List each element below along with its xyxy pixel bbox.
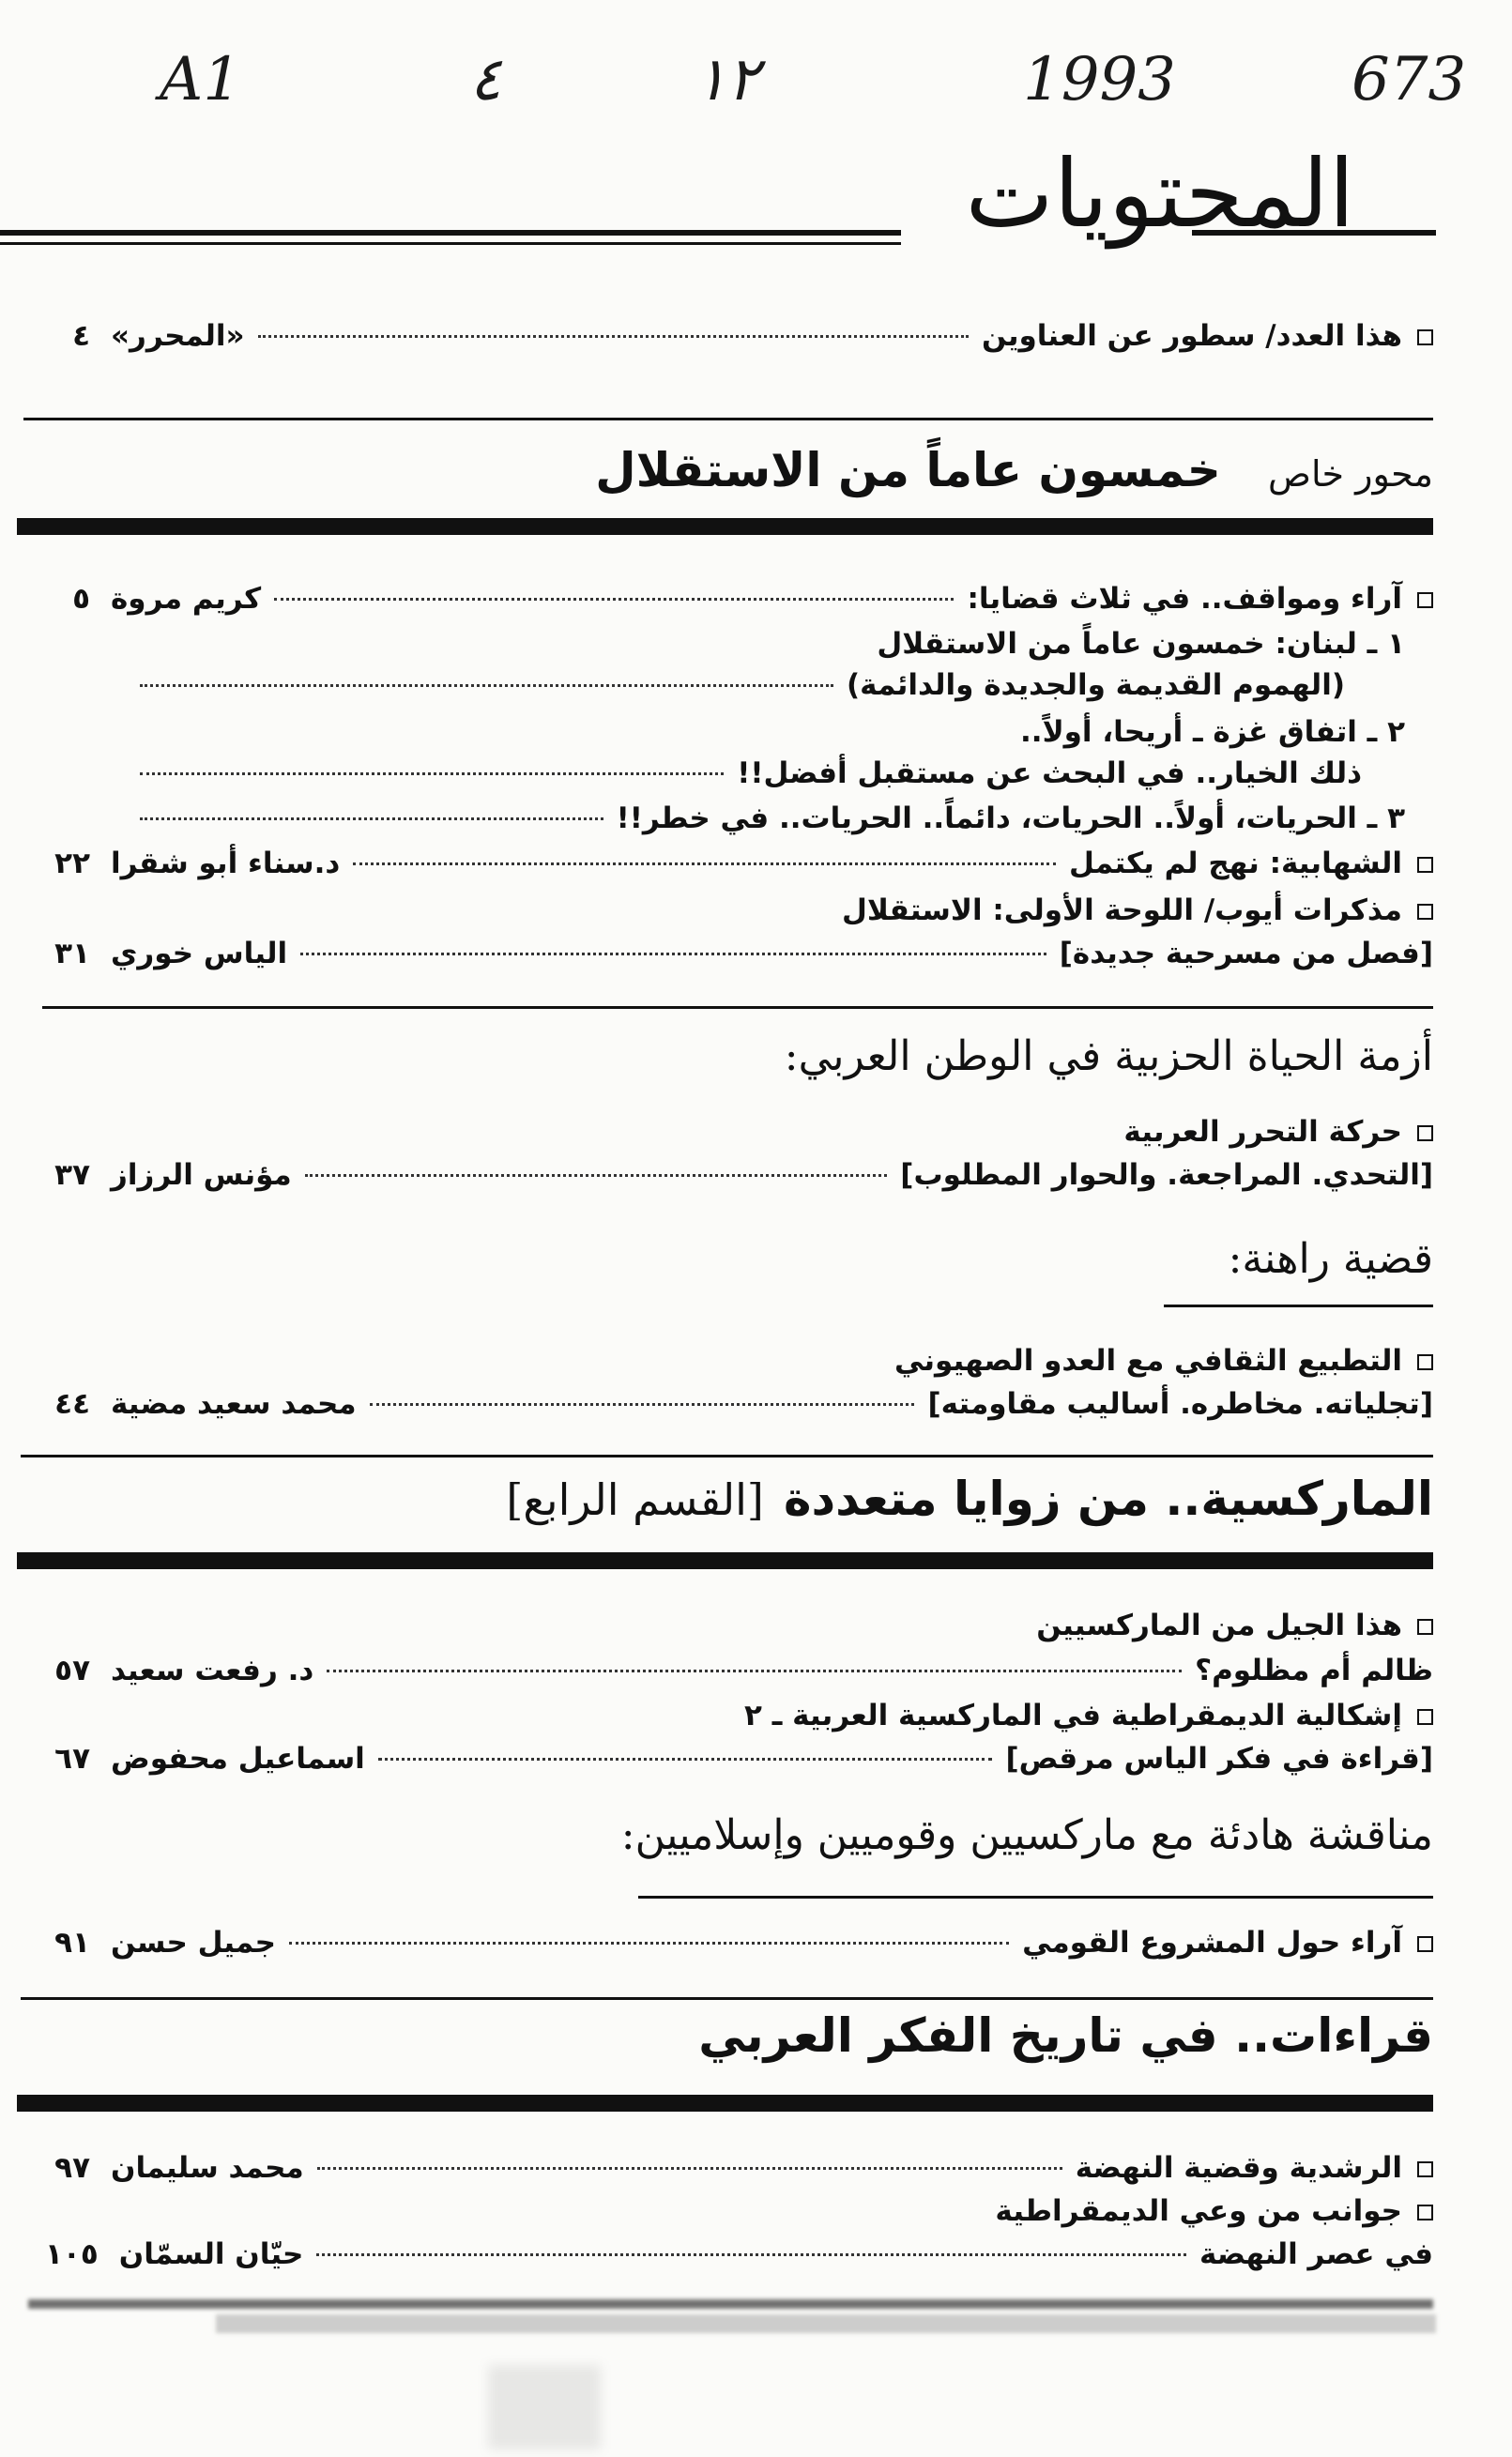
dot-leader (353, 862, 1056, 865)
checkbox-icon (1417, 2205, 1433, 2220)
dot-leader (370, 1403, 915, 1406)
toc-item-cont (45, 1387, 1433, 1421)
toc-item-cont (45, 2237, 1433, 2271)
toc-item-page: ٤٤ (54, 1387, 90, 1421)
section-title: الماركسية.. من زوايا متعددة (783, 1472, 1433, 1526)
toc-item-title: الرشدية وقضية النهضة (1075, 2151, 1402, 2185)
dot-leader (378, 1758, 993, 1761)
checkbox-icon (1417, 592, 1433, 608)
toc-item-subtitle: ظالم أم مظلوم؟ (1195, 1654, 1433, 1687)
scan-noise (488, 2365, 601, 2449)
dot-leader (316, 2253, 1186, 2256)
title-rule-left (0, 230, 901, 236)
handwritten-id: 673 (1352, 45, 1467, 114)
toc-item-author: جميل حسن (111, 1926, 277, 1960)
toc-item-editorial[interactable] (45, 319, 1433, 353)
toc-item-title: التطبيع الثقافي مع العدو الصهيوني (894, 1344, 1402, 1378)
divider (42, 1006, 1433, 1009)
section-title: خمسون عاماً من الاستقلال (595, 443, 1221, 497)
toc-item-title: حركة التحرر العربية (1123, 1115, 1402, 1149)
dot-leader (274, 598, 954, 601)
section-label: محور خاص (1268, 453, 1433, 495)
toc-item-page: ٤ (72, 319, 90, 353)
toc-item[interactable] (45, 1115, 1433, 1149)
toc-item-author: «المحرر» (111, 319, 245, 353)
toc-subitem-title: ٣ ـ الحريات، أولاً.. الحريات، دائماً.. الحريات.. في خطر!! (616, 801, 1405, 835)
toc-item-author: كريم مروة (111, 582, 262, 616)
toc-subitem-row (127, 801, 1405, 835)
toc-item-subtitle: [تجلياته. مخاطره. أساليب مقاومته] (927, 1387, 1433, 1421)
toc-item-author: حيّان السمّان (118, 2237, 304, 2271)
toc-item-page: ٩١ (54, 1926, 90, 1960)
handwritten-volume: ٤ (469, 45, 502, 114)
page-title: المحتويات (965, 139, 1355, 249)
toc-item-page: ٥٧ (54, 1654, 90, 1687)
checkbox-icon (1417, 1354, 1433, 1370)
toc-item-title: آراء ومواقف.. في ثلاث قضايا: (967, 582, 1402, 616)
checkbox-icon (1417, 329, 1433, 345)
toc-subitem-title: ذلك الخيار.. في البحث عن مستقبل أفضل!! (737, 756, 1362, 790)
divider (638, 1896, 1433, 1899)
divider (21, 1455, 1433, 1457)
checkbox-icon (1417, 904, 1433, 920)
toc-item[interactable] (45, 1609, 1433, 1642)
title-rule-left-2 (0, 242, 901, 245)
dot-leader (289, 1942, 1009, 1945)
toc-item[interactable] (45, 582, 1433, 616)
checkbox-icon (1417, 1936, 1433, 1952)
toc-item-page: ٣١ (54, 937, 90, 970)
checkbox-icon (1417, 1619, 1433, 1635)
section-rule-thick (17, 1552, 1433, 1569)
handwritten-year: 1993 (1023, 45, 1176, 114)
dot-leader (140, 772, 724, 775)
bottom-rule-scan (28, 2299, 1433, 2309)
toc-item-page: ٢٢ (54, 847, 90, 880)
section-heading: قضية راهنة: (1228, 1235, 1433, 1283)
toc-item-page: ١٠٥ (45, 2237, 99, 2271)
toc-item-page: ٦٧ (54, 1742, 90, 1776)
toc-item-cont (45, 1158, 1433, 1192)
section-heading: أزمة الحياة الحزبية في الوطن العربي: (784, 1032, 1433, 1080)
toc-item-cont (45, 937, 1433, 970)
toc-subitem-row (127, 756, 1362, 790)
toc-item[interactable] (45, 847, 1433, 880)
toc-item[interactable] (45, 1344, 1433, 1378)
handwritten-number: ١٢ (695, 45, 759, 114)
toc-item-page: ٩٧ (54, 2151, 90, 2185)
section-marxism-heading (506, 1472, 1433, 1526)
scan-noise (216, 2314, 1436, 2333)
checkbox-icon (1417, 1709, 1433, 1725)
toc-item-author: اسماعيل محفوض (111, 1742, 365, 1776)
dot-leader (140, 684, 833, 687)
toc-item-author: محمد سعيد مضية (111, 1387, 357, 1421)
toc-item[interactable] (45, 893, 1433, 927)
toc-item-page: ٣٧ (54, 1158, 90, 1192)
checkbox-icon (1417, 857, 1433, 873)
dot-leader (327, 1670, 1182, 1672)
checkbox-icon (1417, 1125, 1433, 1141)
toc-item[interactable] (45, 1699, 1433, 1732)
toc-item-title: جوانب من وعي الديمقراطية (995, 2194, 1402, 2228)
divider (23, 418, 1433, 420)
toc-item-subtitle: [التحدي. المراجعة. والحوار المطلوب] (900, 1158, 1433, 1192)
toc-subitem-row (127, 668, 1345, 702)
toc-subitem: ١ ـ لبنان: خمسون عاماً من الاستقلال (877, 627, 1405, 661)
toc-item-title: مذكرات أيوب/ اللوحة الأولى: الاستقلال (841, 893, 1402, 927)
toc-item-author: مؤنس الرزاز (111, 1158, 292, 1192)
section-special-heading (595, 443, 1433, 497)
toc-subitem: ٢ ـ اتفاق غزة ـ أريحا، أولاً.. (1020, 715, 1405, 749)
dot-leader (317, 2167, 1062, 2170)
section-rule-thick (17, 2095, 1433, 2112)
toc-item[interactable] (45, 2194, 1433, 2228)
toc-item-author: د.سناء أبو شقرا (111, 847, 341, 880)
toc-item-subtitle: في عصر النهضة (1199, 2237, 1433, 2271)
dot-leader (140, 817, 603, 820)
toc-item-author: الياس خوري (111, 937, 288, 970)
toc-item-page: ٥ (72, 582, 90, 616)
section-suffix: [القسم الرابع] (506, 1474, 764, 1525)
section-rule-thick (17, 518, 1433, 535)
divider (1164, 1305, 1433, 1307)
toc-item-title: إشكالية الديمقراطية في الماركسية العربية ـ ٢ (744, 1699, 1402, 1732)
section-heading: قراءات.. في تاريخ الفكر العربي (698, 2008, 1433, 2063)
toc-item-subtitle: [قراءة في فكر الياس مرقص] (1005, 1742, 1433, 1776)
toc-item-title: هذا العدد/ سطور عن العناوين (981, 319, 1402, 353)
toc-subitem-title: (الهموم القديمة والجديدة والدائمة) (846, 668, 1345, 702)
toc-item-title: هذا الجيل من الماركسيين (1036, 1609, 1402, 1642)
checkbox-icon (1417, 2161, 1433, 2177)
toc-item-cont (45, 1654, 1433, 1687)
toc-item-cont (45, 1742, 1433, 1776)
dot-leader (305, 1174, 888, 1177)
dot-leader (300, 953, 1046, 955)
toc-item-author: د. رفعت سعيد (111, 1654, 314, 1687)
divider (21, 1997, 1433, 2000)
section-heading: مناقشة هادئة مع ماركسيين وقوميين وإسلاميين: (620, 1811, 1433, 1859)
toc-item-subtitle: [فصل من مسرحية جديدة] (1059, 937, 1433, 970)
toc-item[interactable] (45, 1926, 1433, 1960)
toc-item-title: آراء حول المشروع القومي (1022, 1926, 1402, 1960)
toc-item-title: الشهابية: نهج لم يكتمل (1069, 847, 1402, 880)
dot-leader (258, 335, 969, 338)
toc-item-author: محمد سليمان (111, 2151, 304, 2185)
handwritten-code: A1 (160, 45, 241, 114)
toc-item[interactable] (45, 2151, 1433, 2185)
